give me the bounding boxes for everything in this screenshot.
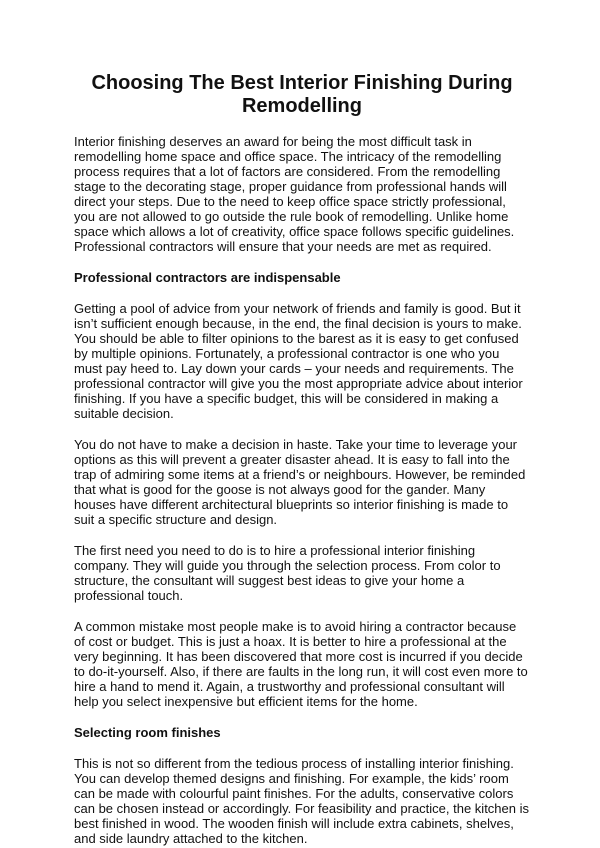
document-page — [74, 72, 530, 846]
document-title: Choosing The Best Interior Finishing During Remodelling — [91, 72, 513, 117]
section-heading-contractors: Professional contractors are indispensable — [74, 270, 341, 285]
body-paragraph: Getting a pool of advice from your network of friends and family is good. But it isn’t sufficient enough because, in the end, the final decision is yours to make. You should be able to filter opinions to the barest as it is easy to get confused by multiple opinions. Fortunately, a professional contractor is one who you must pay heed to. Lay down your cards – your needs and requirements. The professional contractor will give you the most appropriate advice about interior finishing. If you have a specific budget, this will be considered in making a suitable decision. — [74, 301, 523, 421]
section-heading-room-finishes: Selecting room finishes — [74, 725, 221, 740]
body-paragraph: A common mistake most people make is to avoid hiring a contractor because of cost or budget. This is just a hoax. It is better to hire a professional at the very beginning. It has been discovered that more cost is incurred if you decide to do-it-yourself. Also, if there are faults in the long run, it will cost even more to hire a hand to mend it. Again, a trustworthy and professional consultant will help you select inexpensive but efficient items for the home. — [74, 619, 528, 709]
body-paragraph: You do not have to make a decision in haste. Take your time to leverage your options as this will prevent a greater disaster ahead. It is easy to fall into the trap of admiring some items at a friend’s or neighbours. However, be reminded that what is good for the goose is not always good for the gander. Many houses have different architectural blueprints so interior finishing is made to suit a specific structure and design. — [74, 437, 526, 527]
body-paragraph: This is not so different from the tedious process of installing interior finishing. You can develop themed designs and finishing. For example, the kids’ room can be made with colourful paint finishes. For the adults, conservative colors can be chosen instead or accordingly. For feasibility and practice, the kitchen is best finished in wood. The wooden finish will include extra cabinets, shelves, and side laundry attached to the kitchen. — [74, 756, 529, 846]
body-paragraph: The first need you need to do is to hire a professional interior finishing company. They will guide you through the selection process. From color to structure, the consultant will suggest best ideas to give your home a professional touch. — [74, 543, 501, 603]
intro-paragraph: Interior finishing deserves an award for being the most difficult task in remodelling home space and office space. The intricacy of the remodelling process requires that a lot of factors are considered. From the remodelling stage to the decorating stage, proper guidance from professional hands will direct your steps. Due to the need to keep office space strictly professional, you are not allowed to go outside the rule book of remodelling. Unlike home space which allows a lot of creativity, office space follows specific guidelines. Professional contractors will ensure that your needs are met as required. — [74, 134, 515, 254]
